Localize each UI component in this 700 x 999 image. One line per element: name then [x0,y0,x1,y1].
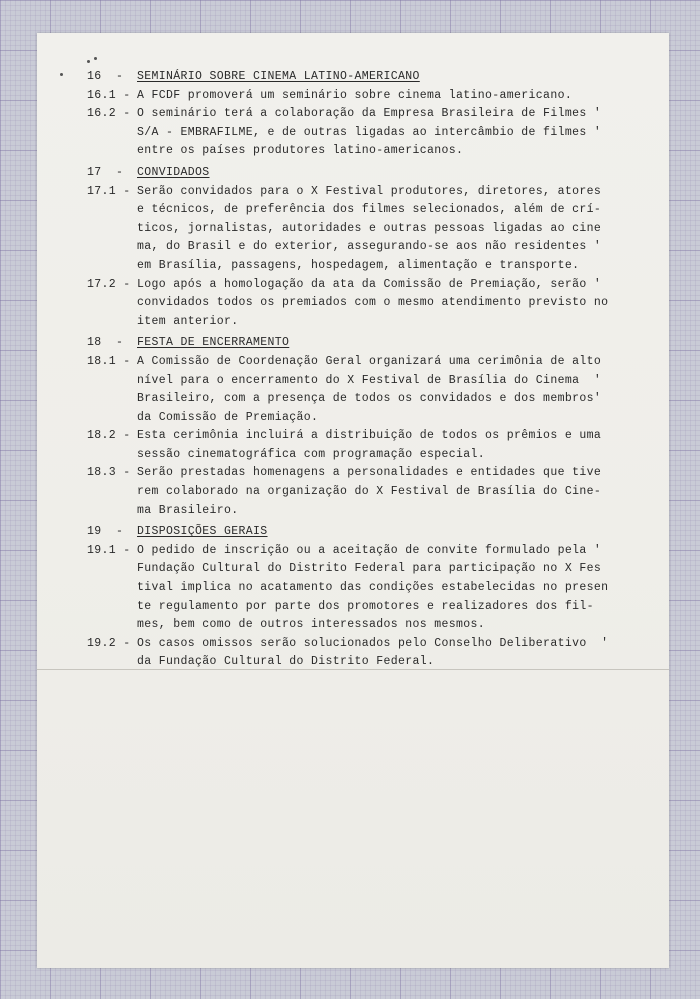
text-line: sessão cinematográfica com programação especial. [137,447,486,461]
text-line: rem colaborado na organização do X Festival de Brasília do Cine- [137,485,602,499]
section-title: DISPOSIÇÕES GERAIS [137,525,268,539]
clause-number: 19.1 - [87,543,131,557]
text-line: item anterior. [137,314,239,328]
text-line: Fundação Cultural do Distrito Federal para participação no X Fes [137,562,602,576]
section-title: CONVIDADOS [137,165,210,179]
clause [87,542,617,635]
section-number: 17 - [87,165,124,179]
text-line: Serão convidados para o X Festival produtores, diretores, atores [137,184,602,198]
text-line: Os casos omissos serão solucionados pelo Conselho Deliberativo ' [137,636,609,650]
text-line: convidados todos os premiados com o mesmo atendimento previsto no [137,296,609,310]
section [87,523,617,672]
section-title: FESTA DE ENCERRAMENTO [137,336,290,350]
clause-number: 17.2 - [87,277,131,291]
clause-text [137,353,617,427]
text-line: A FCDF promoverá um seminário sobre cinema latino-americano. [137,88,573,102]
section-heading [87,164,617,183]
text-line: ma, do Brasil e do exterior, assegurando-se aos não residentes ' [137,240,602,254]
text-line: tival implica no acatamento das condições estabelecidas no presen [137,581,609,595]
clause-number: 17.1 - [87,184,131,198]
text-line: A Comissão de Coordenação Geral organizará uma cerimônia de alto [137,354,602,368]
text-line: da Fundação Cultural do Distrito Federal. [137,655,435,669]
clause [87,635,617,672]
clause-number: 18.2 - [87,429,131,443]
text-line: O seminário terá a colaboração da Empresa Brasileira de Filmes ' [137,107,602,121]
text-line: Esta cerimônia incluirá a distribuição de todos os prêmios e uma [137,429,602,443]
clause-number: 16.1 - [87,88,131,102]
clause-text [137,464,617,520]
text-line: O pedido de inscrição ou a aceitação de convite formulado pela ' [137,543,602,557]
section-number: 16 - [87,70,124,83]
paper-speck [94,57,97,60]
clause-text [137,427,617,464]
text-line: entre os países produtores latino-americanos. [137,144,464,158]
clause-number: 18.3 - [87,466,131,480]
text-line: S/A - EMBRAFILME, e de outras ligadas ao intercâmbio de filmes ' [137,125,602,139]
text-line: da Comissão de Premiação. [137,410,319,424]
clause-number: 16.2 - [87,107,131,121]
clause [87,464,617,520]
section [87,68,617,161]
section-heading [87,334,617,353]
clause [87,105,617,161]
paper-speck [60,73,63,76]
text-line: te regulamento por parte dos promotores e realizadores dos fil- [137,599,594,613]
section-number: 18 - [87,336,124,350]
clause [87,87,617,106]
text-line: Serão prestadas homenagens a personalidades e entidades que tive [137,466,602,480]
text-line: nível para o encerramento do X Festival de Brasília do Cinema ' [137,373,602,387]
clause-text [137,87,617,106]
clause-text [137,105,617,161]
clause [87,276,617,332]
text-line: ticos, jornalistas, autoridades e outras pessoas ligadas ao cine [137,221,602,235]
clause [87,353,617,427]
clause-number: 18.1 - [87,354,131,368]
clause-text [137,276,617,332]
text-line: mes, bem como de outros interessados nos mesmos. [137,618,486,632]
text-line: Brasileiro, com a presença de todos os convidados e dos membros' [137,392,602,406]
section-heading [87,523,617,542]
clause-text [137,183,617,276]
paper-speck [87,60,90,63]
clause [87,183,617,276]
section-heading [87,68,617,87]
document-text [87,68,617,675]
clause [87,427,617,464]
text-line: em Brasília, passagens, hospedagem, alimentação e transporte. [137,258,580,272]
section [87,334,617,520]
text-line: ma Brasileiro. [137,503,239,517]
clause-text [137,542,617,635]
text-line: e técnicos, de preferência dos filmes selecionados, além de crí- [137,203,602,217]
section-number: 19 - [87,525,124,539]
clause-text [137,635,617,672]
section [87,164,617,331]
section-title: SEMINÁRIO SOBRE CINEMA LATINO-AMERICANO [137,70,420,83]
text-line: Logo após a homologação da ata da Comissão de Premiação, serão ' [137,277,602,291]
clause-number: 19.2 - [87,636,131,650]
